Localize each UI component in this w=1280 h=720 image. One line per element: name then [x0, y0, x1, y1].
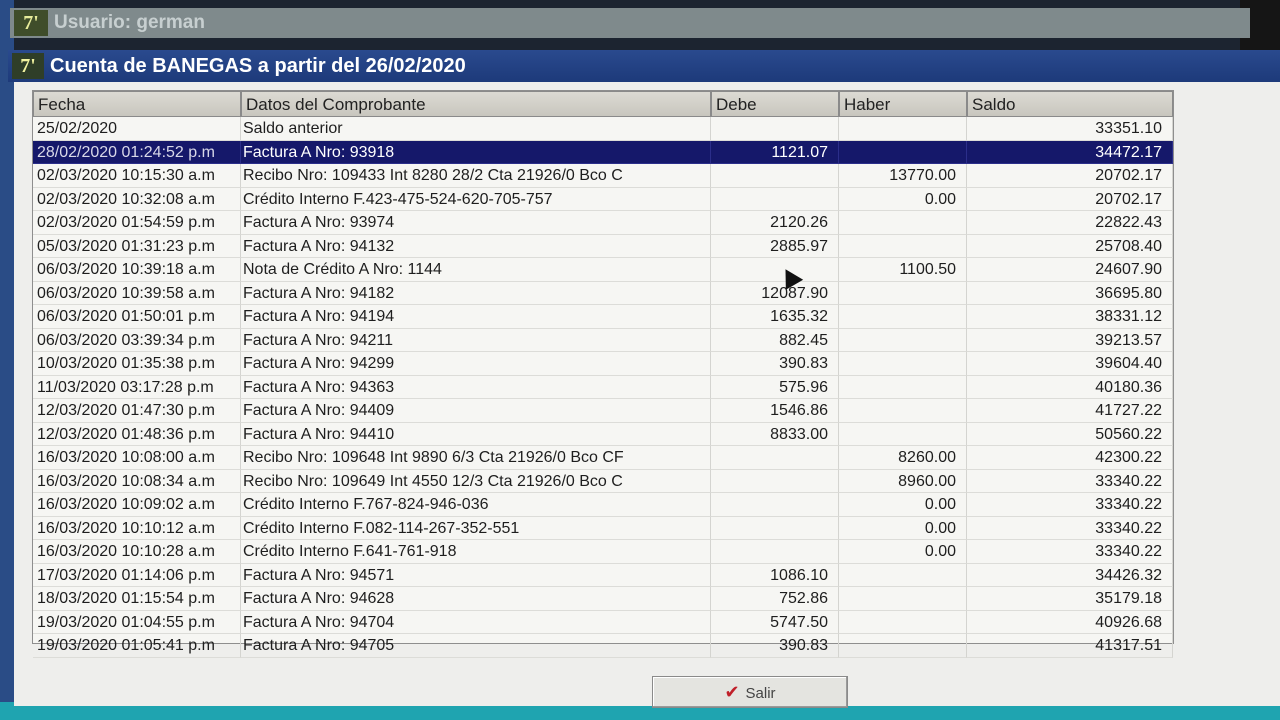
cell-fecha: 19/03/2020 01:05:41 p.m	[33, 634, 241, 658]
cell-debe: 575.96	[711, 376, 839, 400]
cell-fecha: 16/03/2020 10:08:34 a.m	[33, 470, 241, 494]
account-window-title: Cuenta de BANEGAS a partir del 26/02/2020	[50, 55, 466, 77]
table-row[interactable]	[33, 117, 1173, 141]
cell-haber	[839, 564, 967, 588]
table-row[interactable]	[33, 399, 1173, 423]
cell-haber: 0.00	[839, 540, 967, 564]
cell-datos: Nota de Crédito A Nro: 1144	[241, 258, 711, 282]
cell-debe: 1635.32	[711, 305, 839, 329]
cell-datos: Recibo Nro: 109433 Int 8280 28/2 Cta 21926/0 Bco C	[241, 164, 711, 188]
checkmark-icon: ✔	[724, 682, 740, 702]
cell-fecha: 10/03/2020 01:35:38 p.m	[33, 352, 241, 376]
cell-debe	[711, 188, 839, 212]
cell-datos: Factura A Nro: 94410	[241, 423, 711, 447]
cell-fecha: 16/03/2020 10:09:02 a.m	[33, 493, 241, 517]
cell-saldo: 24607.90	[967, 258, 1173, 282]
cell-datos: Factura A Nro: 94628	[241, 587, 711, 611]
table-row[interactable]	[33, 282, 1173, 306]
cell-debe	[711, 164, 839, 188]
cell-haber	[839, 141, 967, 165]
cell-saldo: 33340.22	[967, 470, 1173, 494]
cell-fecha: 16/03/2020 10:10:12 a.m	[33, 517, 241, 541]
cell-fecha: 17/03/2020 01:14:06 p.m	[33, 564, 241, 588]
cell-fecha: 06/03/2020 10:39:18 a.m	[33, 258, 241, 282]
cell-haber: 8960.00	[839, 470, 967, 494]
cell-fecha: 16/03/2020 10:08:00 a.m	[33, 446, 241, 470]
cell-datos: Factura A Nro: 93918	[241, 141, 711, 165]
cell-fecha: 28/02/2020 01:24:52 p.m	[33, 141, 241, 165]
cell-saldo: 22822.43	[967, 211, 1173, 235]
table-row[interactable]	[33, 164, 1173, 188]
cell-fecha: 06/03/2020 10:39:58 a.m	[33, 282, 241, 306]
cell-saldo: 39213.57	[967, 329, 1173, 353]
cell-datos: Saldo anterior	[241, 117, 711, 141]
cell-datos: Factura A Nro: 94182	[241, 282, 711, 306]
cell-debe: 2120.26	[711, 211, 839, 235]
cell-haber	[839, 282, 967, 306]
cell-saldo: 20702.17	[967, 164, 1173, 188]
table-row[interactable]	[33, 517, 1173, 541]
cell-debe: 5747.50	[711, 611, 839, 635]
cell-saldo: 33340.22	[967, 540, 1173, 564]
table-row[interactable]	[33, 540, 1173, 564]
cell-debe: 8833.00	[711, 423, 839, 447]
cell-debe: 1121.07	[711, 141, 839, 165]
cell-fecha: 02/03/2020 10:15:30 a.m	[33, 164, 241, 188]
cell-datos: Factura A Nro: 94571	[241, 564, 711, 588]
table-row[interactable]	[33, 587, 1173, 611]
cell-debe: 1086.10	[711, 564, 839, 588]
cell-debe: 390.83	[711, 352, 839, 376]
cell-saldo: 33340.22	[967, 517, 1173, 541]
cell-debe: 390.83	[711, 634, 839, 658]
table-row[interactable]	[33, 352, 1173, 376]
cell-datos: Recibo Nro: 109648 Int 9890 6/3 Cta 21926/0 Bco CF	[241, 446, 711, 470]
cell-haber: 13770.00	[839, 164, 967, 188]
column-header-datos[interactable]: Datos del Comprobante	[241, 91, 711, 117]
cell-datos: Factura A Nro: 94132	[241, 235, 711, 259]
cell-haber	[839, 399, 967, 423]
cell-saldo: 20702.17	[967, 188, 1173, 212]
cell-debe	[711, 517, 839, 541]
table-row[interactable]	[33, 564, 1173, 588]
cell-fecha: 02/03/2020 01:54:59 p.m	[33, 211, 241, 235]
cell-haber	[839, 329, 967, 353]
table-row[interactable]	[33, 188, 1173, 212]
cell-haber	[839, 305, 967, 329]
account-window-titlebar[interactable]	[8, 50, 1280, 82]
cell-debe: 2885.97	[711, 235, 839, 259]
cell-haber	[839, 423, 967, 447]
outer-window-title: Usuario: german	[54, 12, 205, 33]
cell-datos: Factura A Nro: 94363	[241, 376, 711, 400]
cell-saldo: 25708.40	[967, 235, 1173, 259]
cell-debe: 12087.90	[711, 282, 839, 306]
column-header-debe[interactable]: Debe	[711, 91, 839, 117]
table-row[interactable]	[33, 258, 1173, 282]
cell-datos: Factura A Nro: 93974	[241, 211, 711, 235]
cell-haber	[839, 211, 967, 235]
cell-datos: Crédito Interno F.082-114-267-352-551	[241, 517, 711, 541]
cell-debe: 752.86	[711, 587, 839, 611]
cell-saldo: 34426.32	[967, 564, 1173, 588]
cell-datos: Factura A Nro: 94409	[241, 399, 711, 423]
table-row[interactable]	[33, 446, 1173, 470]
cell-saldo: 33351.10	[967, 117, 1173, 141]
window-logo-icon: 7'	[12, 53, 44, 79]
cell-saldo: 41727.22	[967, 399, 1173, 423]
cell-debe	[711, 470, 839, 494]
cell-saldo: 34472.17	[967, 141, 1173, 165]
table-row[interactable]	[33, 211, 1173, 235]
outer-window-titlebar	[10, 8, 1250, 38]
cell-saldo: 35179.18	[967, 587, 1173, 611]
account-window-body	[14, 82, 1280, 706]
cell-saldo: 36695.80	[967, 282, 1173, 306]
grid-body	[33, 117, 1173, 658]
column-header-fecha[interactable]: Fecha	[33, 91, 241, 117]
cell-debe	[711, 117, 839, 141]
desktop-left-edge	[0, 0, 14, 720]
salir-button[interactable]	[652, 676, 848, 708]
cell-fecha: 06/03/2020 03:39:34 p.m	[33, 329, 241, 353]
table-row[interactable]	[33, 611, 1173, 635]
table-row[interactable]	[33, 235, 1173, 259]
cell-saldo: 38331.12	[967, 305, 1173, 329]
table-row[interactable]	[33, 423, 1173, 447]
cell-saldo: 41317.51	[967, 634, 1173, 658]
cell-haber	[839, 376, 967, 400]
cell-fecha: 06/03/2020 01:50:01 p.m	[33, 305, 241, 329]
cell-fecha: 18/03/2020 01:15:54 p.m	[33, 587, 241, 611]
cell-datos: Factura A Nro: 94705	[241, 634, 711, 658]
cell-fecha: 25/02/2020	[33, 117, 241, 141]
cell-haber	[839, 235, 967, 259]
cell-haber	[839, 352, 967, 376]
cell-saldo: 39604.40	[967, 352, 1173, 376]
cell-debe	[711, 446, 839, 470]
cell-datos: Factura A Nro: 94704	[241, 611, 711, 635]
table-row[interactable]	[33, 305, 1173, 329]
cell-datos: Crédito Interno F.767-824-946-036	[241, 493, 711, 517]
cell-datos: Crédito Interno F.641-761-918	[241, 540, 711, 564]
cell-haber: 0.00	[839, 517, 967, 541]
table-row[interactable]	[33, 470, 1173, 494]
cell-fecha: 12/03/2020 01:48:36 p.m	[33, 423, 241, 447]
cell-fecha: 12/03/2020 01:47:30 p.m	[33, 399, 241, 423]
table-row[interactable]	[33, 376, 1173, 400]
cell-saldo: 40180.36	[967, 376, 1173, 400]
table-row[interactable]	[33, 141, 1173, 165]
table-row[interactable]	[33, 329, 1173, 353]
cell-haber	[839, 117, 967, 141]
column-header-saldo[interactable]: Saldo	[967, 91, 1173, 117]
cell-haber	[839, 587, 967, 611]
account-statement-grid[interactable]	[32, 90, 1174, 654]
cell-debe	[711, 540, 839, 564]
table-row[interactable]	[33, 634, 1173, 658]
cell-fecha: 16/03/2020 10:10:28 a.m	[33, 540, 241, 564]
cell-haber: 0.00	[839, 493, 967, 517]
cell-fecha: 05/03/2020 01:31:23 p.m	[33, 235, 241, 259]
cell-saldo: 50560.22	[967, 423, 1173, 447]
cell-datos: Factura A Nro: 94211	[241, 329, 711, 353]
cell-haber: 1100.50	[839, 258, 967, 282]
cell-debe: 882.45	[711, 329, 839, 353]
cell-fecha: 11/03/2020 03:17:28 p.m	[33, 376, 241, 400]
cell-haber	[839, 634, 967, 658]
salir-button-label: Salir	[745, 685, 776, 702]
column-header-haber[interactable]: Haber	[839, 91, 967, 117]
cell-debe: 1546.86	[711, 399, 839, 423]
cell-saldo: 40926.68	[967, 611, 1173, 635]
cell-fecha: 19/03/2020 01:04:55 p.m	[33, 611, 241, 635]
grid-header	[33, 91, 1173, 117]
cell-fecha: 02/03/2020 10:32:08 a.m	[33, 188, 241, 212]
cell-haber: 0.00	[839, 188, 967, 212]
table-row[interactable]	[33, 493, 1173, 517]
cell-haber	[839, 611, 967, 635]
cell-saldo: 33340.22	[967, 493, 1173, 517]
app-logo-icon: 7'	[14, 10, 48, 36]
cell-debe	[711, 493, 839, 517]
cell-debe	[711, 258, 839, 282]
cell-saldo: 42300.22	[967, 446, 1173, 470]
cell-datos: Crédito Interno F.423-475-524-620-705-757	[241, 188, 711, 212]
cell-datos: Factura A Nro: 94194	[241, 305, 711, 329]
cell-haber: 8260.00	[839, 446, 967, 470]
cell-datos: Recibo Nro: 109649 Int 4550 12/3 Cta 21926/0 Bco C	[241, 470, 711, 494]
cell-datos: Factura A Nro: 94299	[241, 352, 711, 376]
